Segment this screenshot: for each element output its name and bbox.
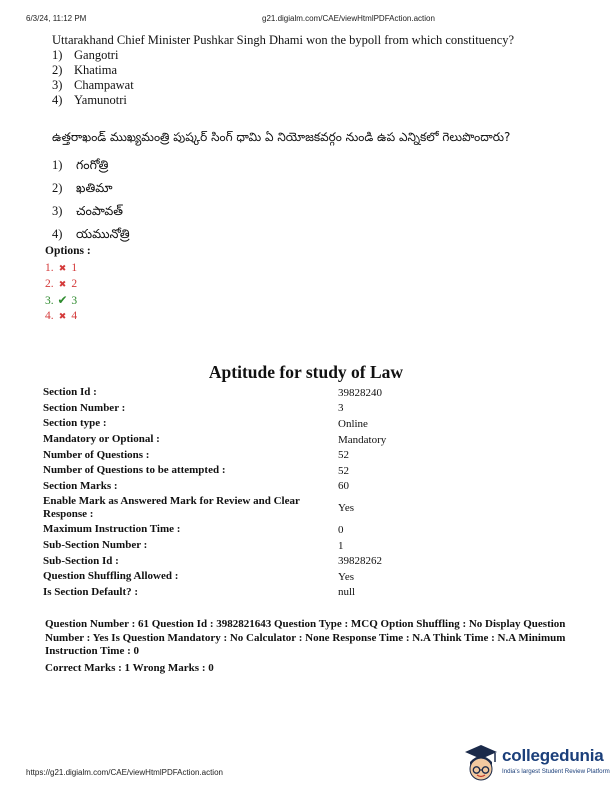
table-row [43,463,386,479]
graduate-icon [462,742,500,786]
row-key: Enable Mark as Answered Mark for Review and Clear Response : [43,495,300,521]
answer-option-4 [45,308,91,324]
answer-option-1 [45,260,91,276]
row-value: Yes [338,570,355,583]
option-text: Khatima [74,63,118,77]
option-text: చంపావత్ [76,203,123,218]
row-key: Section Id : [43,386,97,399]
option-number: 2) [52,181,63,195]
option-list [52,48,514,108]
option-item [52,153,510,176]
option-text: యమునోత్రి [76,226,130,241]
table-row [43,432,386,448]
row-value: null [338,586,356,599]
option-item [52,199,510,222]
row-key: Sub-Section Number : [43,539,148,552]
cross-icon: ✖ [58,263,67,273]
cross-icon: ✖ [58,311,67,321]
row-key: Section Number : [43,401,126,414]
row-value: 39828240 [338,386,382,399]
option-item [52,48,514,63]
row-key: Number of Questions : [43,448,150,461]
row-value: 39828262 [338,555,382,568]
option-number: 2) [52,63,63,77]
answer-prefix: 1. [45,262,54,274]
option-number: 1) [52,158,63,172]
option-text: గంగోత్రి [76,157,109,172]
answer-options [45,245,91,324]
check-icon: ✔ [57,293,68,307]
collegedunia-logo [462,742,612,788]
row-key: Mandatory or Optional : [43,433,160,446]
footer-url: https://g21.digialm.com/CAE/viewHtmlPDFAction.action [26,768,223,777]
answer-prefix: 3. [45,295,54,307]
answer-value: 2 [71,278,78,290]
table-row [43,538,386,554]
table-row [43,585,386,601]
option-number: 4) [52,93,63,107]
question-marks: Correct Marks : 1 Wrong Marks : 0 [45,661,214,674]
answer-prefix: 2. [45,278,54,290]
row-key: Maximum Instruction Time : [43,523,181,536]
answer-option-2 [45,276,91,292]
table-row [43,416,386,432]
row-key: Section type : [43,417,107,430]
row-key: Question Shuffling Allowed : [43,570,179,583]
row-value: Mandatory [338,433,387,446]
question-meta-line: Question Number : 61 Question Id : 3982821643 Question Type : MCQ Option Shuffling : No Display Question Number : Yes Is Question Mandatory : No Calculator : None Response Time : N.A Think Time : N.A Minimum Instruction Time : 0 [45,618,566,657]
question-metadata [45,618,575,675]
table-row [43,401,386,417]
row-value: 52 [338,464,349,477]
row-value: 60 [338,480,349,493]
question-text: Uttarakhand Chief Minister Pushkar Singh Dhami won the bypoll from which constituency? [52,33,515,47]
logo-tagline: India's largest Student Review Platform [502,768,610,775]
table-row [43,385,386,401]
row-value: Online [338,417,368,430]
table-row [43,569,386,585]
row-value: 3 [338,402,344,415]
option-text: Yamunotri [74,93,127,107]
option-number: 3) [52,78,63,92]
question-english [52,33,514,108]
table-row [43,447,386,463]
answer-value: 3 [71,295,78,307]
section-title: Aptitude for study of Law [208,362,404,382]
row-key: Number of Questions to be attempted : [43,464,226,477]
row-value: Yes [338,502,355,515]
option-text: Gangotri [74,48,119,62]
option-text: ఖతిమా [76,180,113,195]
option-item [52,176,510,199]
section-info-table [43,385,386,600]
row-value: 1 [338,539,344,552]
option-number: 4) [52,227,63,241]
row-key: Is Section Default? : [43,585,139,598]
answer-option-3 [45,292,91,308]
answer-value: 4 [71,310,78,322]
question-telugu [52,130,510,245]
table-row [43,553,386,569]
option-text: Champawat [74,78,134,92]
row-value: 52 [338,449,349,462]
question-text-telugu: ఉత్తరాఖండ్ ముఖ్యమంత్రి పుష్కర్ సింగ్ ధామి ఏ నియోజకవర్గం నుండి ఉప ఎన్నికలో గెలుపొందారు? [52,130,511,144]
print-date: 6/3/24, 11:12 PM [26,14,87,23]
print-url: g21.digialm.com/CAE/viewHtmlPDFAction.action [262,14,435,23]
option-number: 3) [52,204,63,218]
row-key: Sub-Section Id : [43,554,119,567]
row-value: 0 [338,523,344,536]
option-item [52,63,514,78]
cross-icon: ✖ [58,279,67,289]
answer-prefix: 4. [45,310,54,322]
table-row [43,494,386,522]
option-number: 1) [52,48,63,62]
table-row [43,522,386,538]
option-item [52,93,514,108]
answer-value: 1 [71,262,78,274]
row-key: Section Marks : [43,479,118,492]
option-item [52,78,514,93]
table-row [43,479,386,495]
logo-name: collegedunia [502,746,604,765]
options-label: Options : [45,245,91,257]
option-item [52,222,510,245]
